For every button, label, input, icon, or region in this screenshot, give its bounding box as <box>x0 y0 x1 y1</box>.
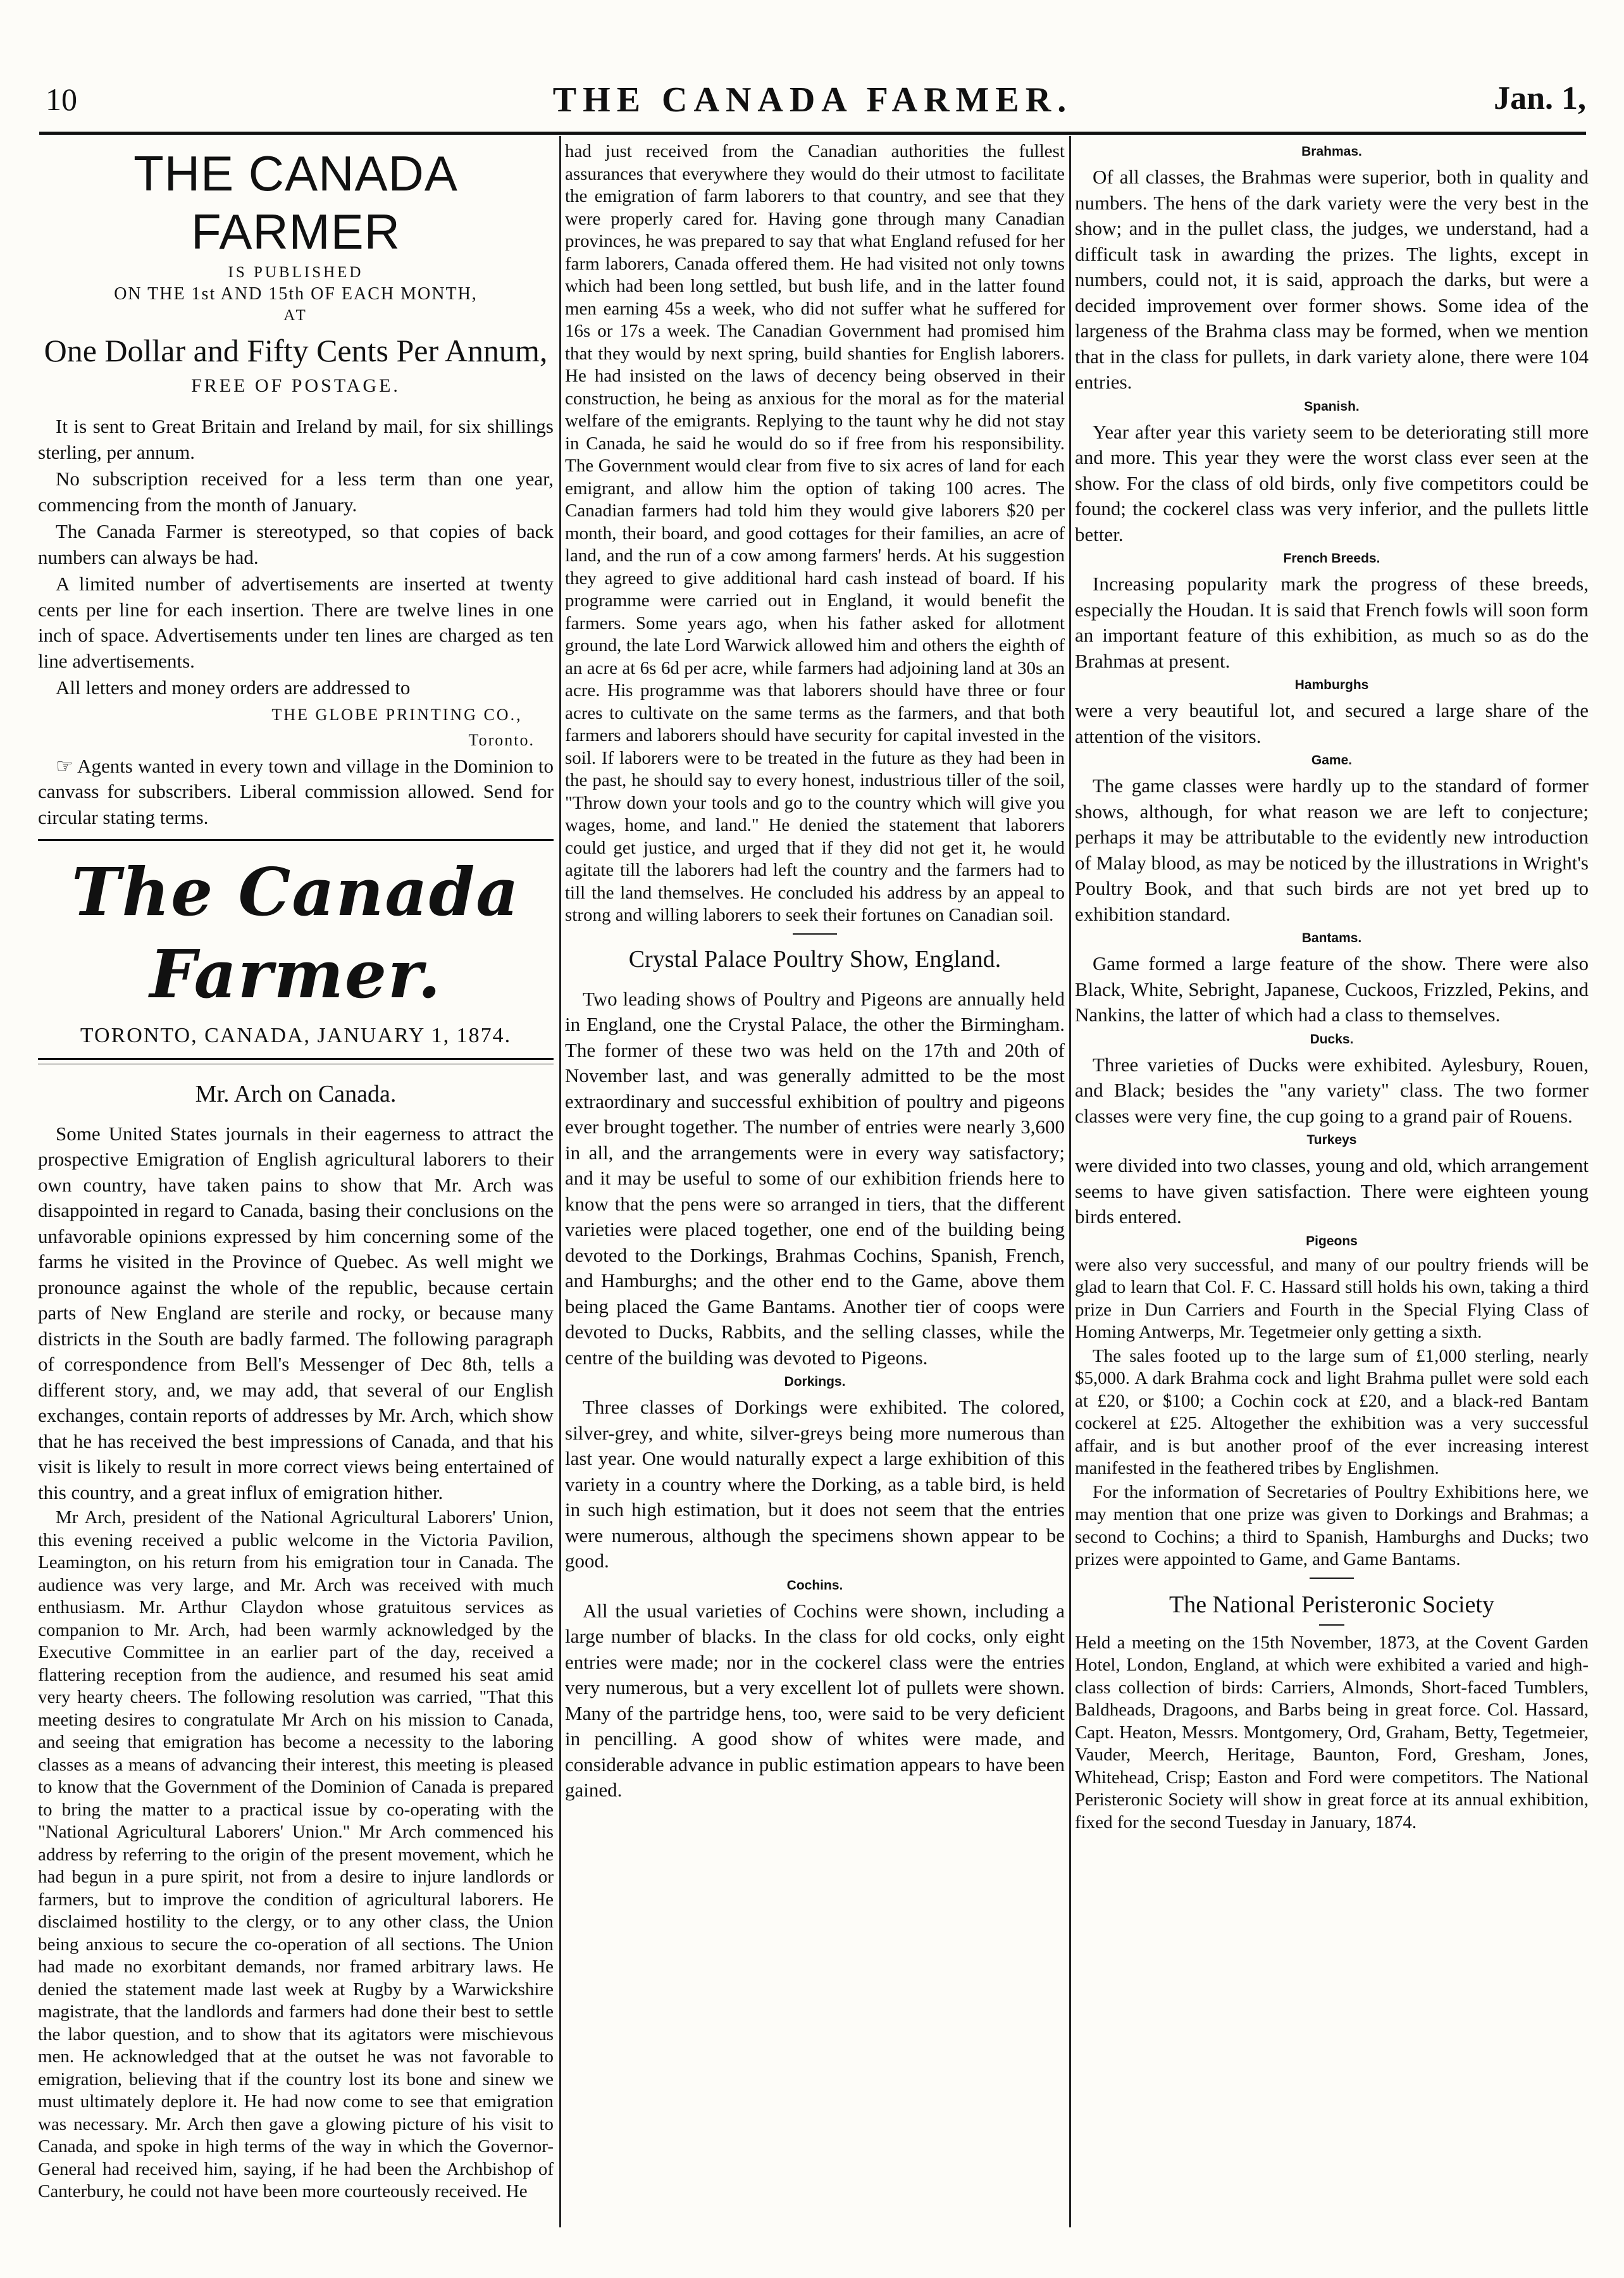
section-heading: Ducks. <box>1310 1031 1354 1047</box>
article-paragraph: Held a meeting on the 15th November, 1873, at the Covent Garden Hotel, London, England, at which were exhibited a varied and high-class collection of birds: Carriers, Almonds, Short-faced Tumblers, Baldheads, Dragoons, and Barbs being in great force. Col. Hassard, Capt. Heaton, Messrs. Montgomery, Ord, Graham, Betty, Tegetmeier, Vauder, Meerch, Heritage, Baunton, Ford, Gresham, Jones, Whitehead, Crisp; Easton and Ford were competitors. The National Peristeronic Society will show in great force at its annual exhibition, fixed for the second Tuesday in January, 1874. <box>1075 1632 1589 1833</box>
section-heading: Spanish. <box>1304 399 1360 414</box>
page-number: 10 <box>46 82 77 117</box>
dateline: TORONTO, CANADA, JANUARY 1, 1874. <box>80 1024 512 1047</box>
section-paragraph: All the usual varieties of Cochins were shown, including a large number of blacks. In the class for old cocks, only eight entries were made; nor in the cockerel class were the entries very numerous, but a very excellent lot of pullets were shown. Many of the partridge hens, too, were said to be very deficient in pencilling. A good show of whites were made, and considerable advance in public estimation appears to have been gained. <box>565 1599 1065 1801</box>
section-rule <box>38 839 554 841</box>
article-paragraph: The sales footed up to the large sum of £1,000 sterling, nearly $5,000. A dark Brahma cock and light Brahma pullet were sold each at £20, or $100; a Cochin cock at £20, and a black-red Bantam cockerel at £25. Altogether the exhibition was a very successful affair, and is but another proof of the ever increasing interest manifested in the feathered tribes by Englishmen. <box>1075 1345 1589 1478</box>
section-heading: French Breeds. <box>1283 551 1380 566</box>
section-rule <box>38 1058 554 1064</box>
column-rule <box>559 136 561 2227</box>
section-rule <box>793 933 837 935</box>
subscription-price: One Dollar and Fifty Cents Per Annum, <box>44 333 548 368</box>
article-title: Mr. Arch on Canada. <box>195 1080 397 1107</box>
section-paragraph: Of all classes, the Brahmas were superior, both in quality and numbers. The hens of the dark variety were the very best in the show; and in the pullet class, the judges, we understand, had a difficult task in awarding the prizes. The lights, except in numbers, could not, it is said, approach the darks, but were a decided improvement over former shows. Some idea of the largeness of the Brahma class may be formed, when we mention that in the class for pullets, in dark variety alone, there were 104 entries. <box>1075 166 1589 393</box>
article-paragraph: Two leading shows of Poultry and Pigeons are annually held in England, one the Crystal Palace, the other the Birmingham. The former of these two was held on the 17th and 20th of November last, and was generally admitted to be the most extraordinary and successful exhibition of poultry and pigeons ever brought together. The number of entries were nearly 3,600 in all, and the arrangements were in every way satisfactory; and it may be useful to some of our exhibition friends here to know that the pens were so arranged in tiers, that the different varieties were placed together, one end of the building being devoted to the Dorkings, Brahmas Cochins, Spanish, French, and Hamburghs; and the other end to the Game, above them being placed the Game Bantams. Another tier of coops were devoted to Ducks, Rabbits, and the selling classes, while the centre of the building was devoted to Pigeons. <box>565 987 1065 1369</box>
section-heading: Turkeys <box>1306 1133 1357 1147</box>
running-title: THE CANADA FARMER. <box>552 80 1073 120</box>
section-heading: Brahmas. <box>1301 144 1362 159</box>
header-rule <box>39 132 1586 135</box>
article-paragraph: Mr Arch, president of the National Agricultural Laborers' Union, this evening received a public welcome in the Victoria Pavilion, Leamington, on his return from his emigration tour in Canada. The audience was very large, and Mr. Arch was received with much enthusiasm. Mr. Arthur Claydon whose gratuitous services as companion to Mr. Arch, had been warmly acknowledged by the Executive Committee in an earlier part of the day, received a flattering reception from the audience, and resumed his seat amid very hearty cheers. The following resolution was carried, "That this meeting desires to congratulate Mr Arch on his mission to Canada, and seeing that emigration has become a necessity to the laboring classes as a means of advancing their interest, this meeting is pleased to know that the Government of the Dominion of Canada is prepared to bring the matter to a practical issue by co-operating with the "National Agricultural Laborers' Union." Mr Arch commenced his address by referring to the origin of the present movement, which he had begun in a pure spirit, not from a desire to injure landlords or farmers, but to improve the condition of agricultural laborers. He disclaimed hostility to the clergy, or to any other class, the Union being anxious to secure the co-operation of all sections. The Union had made no exorbitant demands, nor framed arbitrary laws. He denied the statement made last week at Rugby by a Warwickshire magistrate, that the landlords and farmers had done their best to settle the labor question, and to show that its agitators were mischievous men. He acknowledged that at the outset he was not favorable to emigration, believing that if the country lost its bone and sinew we must ultimately deplore it. He had now come to see that emigration was necessary. Mr. Arch then gave a glowing picture of his visit to Canada, and spoke in high terms of the way in which the Governor-General had received him, saying, if he had been the Archbishop of Canterbury, he could not have been more courteously received. He <box>38 1507 554 2201</box>
section-heading: Dorkings. <box>784 1374 846 1389</box>
section-paragraph: The game classes were hardly up to the standard of former shows, although, for what reason we are left to conjecture; perhaps it may be attributable to the evidently new introduction of Malay blood, as may be noticed by the illustrations in Wright's Poultry Book, and that such birds are not yet bred up to exhibition standard. <box>1075 775 1589 925</box>
article-title: The National Peristeronic Society <box>1169 1591 1494 1618</box>
section-heading: Bantams. <box>1301 931 1362 945</box>
notice-paragraph: It is sent to Great Britain and Ireland by mail, for six shillings sterling, per annum. <box>38 415 554 463</box>
publisher-name: THE GLOBE PRINTING CO., <box>271 705 523 724</box>
running-head <box>39 75 1586 125</box>
section-heading: Hamburghs <box>1294 678 1369 692</box>
publisher-city: Toronto. <box>468 731 535 749</box>
section-paragraph: were a very beautiful lot, and secured a large share of the attention of the visitors. <box>1075 699 1589 747</box>
article-continuation: had just received from the Canadian authorities the fullest assurances that everywhere they would do their utmost to facilitate the emigration of farm laborers to that country, and see that they were properly cared for. Having gone through many Canadian provinces, he was prepared to say that what England refused for her farm laborers, Canada offered them. He had visited not only towns which had been long settled, but bush life, and in the latter found men earning 45s a week, who did not suffer what he suffered for 16s or 17s a week. The Canadian Government had promised him that they would by next spring, build shanties for English laborers. He had insisted on the laws of decency being observed in their construction, he being as anxious for the moral as for the material welfare of the emigrants. Replying to the taunt why he did not stay in Canada, he said he would do so if free from his responsibility. The Government would clear from five to six acres of land for each emigrant, and allow him the option of taking 100 acres. The Canadian farmers had told him they would give laborers $20 per month, their board, and good cottages for their families, an acre of land, and the run of a cow among farmers' herds. At his suggestion they agreed to give additional hard cash instead of board. If his programme were carried out in England, it would benefit the farmers. Some years ago, when his father asked for allotment ground, the late Lord Warwick allowed him and others the eighth of an acre at 6s 6d per acre, while farmers had adjoining land at 30s an acre. His programme was that laborers should have three or four acres to cultivate on the same terms as the farmers, and that both farmers and laborers should have security for capital invested in the soil. If laborers were to be treated in the future as they had been in the past, he should say to every honest, industrious tiller of the soil, "Throw down your tools and go to the country which will give you wages, home, and land." He denied the statement that laborers could get justice, and urged that if they did not get it, he would agitate till the laborers had left the country and the farmers had to till the land themselves. He concluded his address by an appeal to strong and willing laborers to seek their fortunes on Canadian soil. <box>565 141 1065 925</box>
notice-paragraph: A limited number of advertisements are inserted at twenty cents per line for each insertion. There are twelve lines in one inch of space. Advertisements under ten lines are charged as ten line advertisements. <box>38 573 554 672</box>
issue-date: Jan. 1, <box>1494 80 1586 116</box>
nameplate: The Canada Farmer. <box>71 853 520 1013</box>
section-paragraph: were also very successful, and many of our poultry friends will be glad to learn that Col. F. C. Hassard still holds his own, taking a third prize in Dun Carriers and Fourth in the Special Flying Class of Homing Antwerps, Mr. Tegetmeier only getting a sixth. <box>1075 1254 1589 1342</box>
section-paragraph: Three classes of Dorkings were exhibited. The colored, silver-grey, and white, silver-greys being more numerous than last year. One would naturally expect a large exhibition of this variety in a country where the Dorking, as a table bird, is held in such high estimation, but it does not seem that the entries were numerous, although the specimens shown appear to be good. <box>565 1396 1065 1572</box>
section-rule <box>1310 1578 1354 1579</box>
section-rule <box>1319 1624 1344 1626</box>
section-heading: Cochins. <box>786 1578 843 1593</box>
section-heading: Pigeons <box>1306 1233 1358 1248</box>
publication-notice-title: THE CANADA FARMER <box>133 146 458 259</box>
notice-paragraph: No subscription received for a less term than one year, commencing from the month of January. <box>38 468 554 516</box>
notice-paragraph: The Canada Farmer is stereotyped, so that copies of back numbers can always be had. <box>38 520 554 568</box>
article-title: Crystal Palace Poultry Show, England. <box>628 945 1001 973</box>
column-2 <box>565 140 1065 1805</box>
notice-paragraph: All letters and money orders are addressed to <box>56 676 411 699</box>
column-1 <box>38 140 554 2203</box>
section-paragraph: were divided into two classes, young and old, which arrangement seems to have given satisfaction. There were eighteen young birds entered. <box>1075 1154 1589 1228</box>
article-paragraph: Some United States journals in their eagerness to attract the prospective Emigration of English agricultural laborers to their own country, have taken pains to show that Mr. Arch was disappointed in regard to Canada, basing their conclusions on the unfavorable opinions expressed by him concerning some of the farms he visited in the Province of Quebec. As well might we pronounce against the whole of the republic, because certain parts of New England are sterile and rocky, or because many districts in the South are badly farmed. The following paragraph of correspondence from Bell's Messenger of Dec 8th, tells a different story, and, we may add, that several of our English exchanges, contain reports of addresses by Mr. Arch, which show that he has received the best impressions of Canada, and that his visit is likely to result in more correct views being entertained of this country, and a great influx of emigration hither. <box>38 1122 554 1503</box>
section-paragraph: Three varieties of Ducks were exhibited. Aylesbury, Rouen, and Black; besides the "any variety" class. The two former classes were very fine, the cup going to a grand pair of Rouens. <box>1075 1053 1589 1127</box>
column-rule <box>1069 136 1071 2227</box>
publication-notice-line: IS PUBLISHED <box>228 264 364 281</box>
section-paragraph: Increasing popularity mark the progress of these breeds, especially the Houdan. It is said that French fowls will soon form an important feature of this exhibition, as much so as do the Brahmas at present. <box>1075 573 1589 672</box>
section-paragraph: Year after year this variety seem to be deteriorating still more and more. This year they were the worst class ever seen at the show. For the class of old birds, only five competitors could be found; the cockerel class was very inferior, and the pullets little better. <box>1075 420 1589 545</box>
agents-notice: ☞ Agents wanted in every town and village in the Dominion to canvass for subscribers. Liberal commission allowed. Send for circular stating terms. <box>38 754 554 828</box>
publication-schedule: ON THE 1st AND 15th OF EACH MONTH, <box>114 284 478 304</box>
postage-note: FREE OF POSTAGE. <box>191 375 400 396</box>
article-paragraph: For the information of Secretaries of Poultry Exhibitions here, we may mention that one prize was given to Dorkings and Brahmas; a second to Cochins; a third to Spanish, Hamburghs and Ducks; two prizes were appointed to Game, and Game Bantams. <box>1075 1481 1589 1569</box>
column-3 <box>1075 140 1589 1835</box>
section-heading: Game. <box>1311 753 1353 768</box>
publication-notice-line: AT <box>283 307 308 324</box>
section-paragraph: Game formed a large feature of the show. There were also Black, White, Sebright, Japanese, Cuckoos, Frizzled, Pekins, and Nankins, the latter of which had a class to themselves. <box>1075 952 1589 1026</box>
